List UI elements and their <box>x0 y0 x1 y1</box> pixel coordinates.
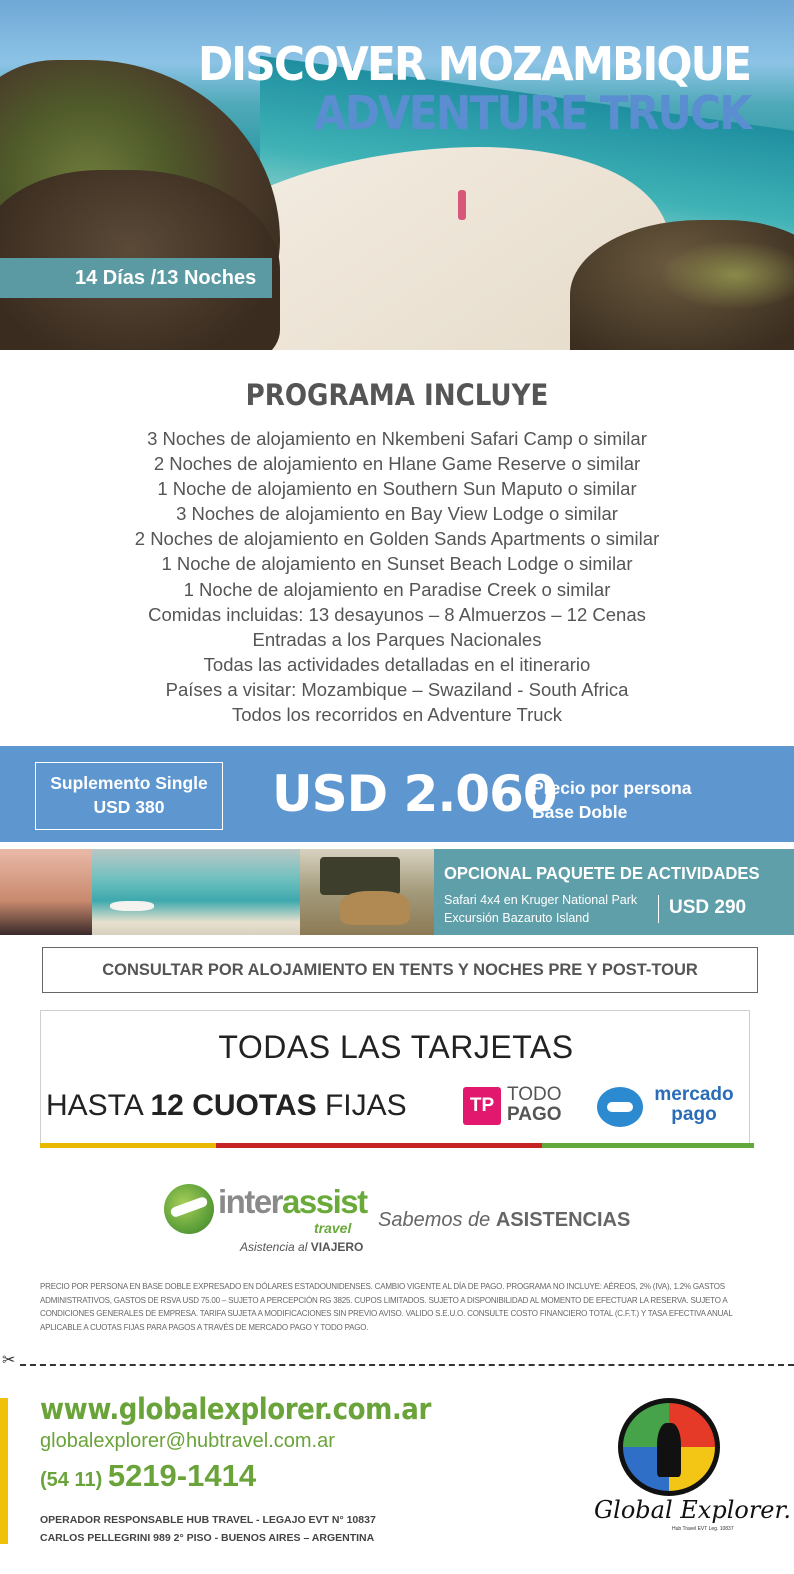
color-bar-red <box>216 1143 542 1148</box>
dinner-photo <box>0 849 92 935</box>
single-supplement-label: Suplemento Single <box>50 773 208 793</box>
global-explorer-small-text: Hub Travel EVT Leg. 10837 <box>672 1526 734 1532</box>
todopago-icon: TP <box>463 1087 501 1125</box>
program-list <box>0 426 794 727</box>
single-supplement-value: USD 380 <box>93 797 165 817</box>
optional-item: Safari 4x4 en Kruger National Park <box>444 893 638 907</box>
safari-photo <box>300 849 434 935</box>
operator-info <box>40 1511 376 1547</box>
color-bar-green <box>542 1143 754 1148</box>
installments-pre: HASTA <box>46 1089 151 1122</box>
address-line: CARLOS PELLEGRINI 989 2° PISO - BUENOS AIRES – ARGENTINA <box>40 1532 375 1544</box>
mercadopago-line1: mercado <box>654 1084 734 1105</box>
interassist-tagline <box>240 1240 363 1254</box>
program-item: 1 Noche de alojamiento en Paradise Creek o similar <box>183 578 611 600</box>
phone-area: (54 11) <box>40 1469 108 1491</box>
color-bar-yellow <box>40 1143 216 1148</box>
tagline-bold: VIAJERO <box>310 1240 364 1254</box>
optional-title: OPCIONAL PAQUETE DE ACTIVIDADES <box>444 863 760 883</box>
global-explorer-logo-icon <box>618 1398 720 1496</box>
consult-notice: CONSULTAR POR ALOJAMIENTO EN TENTS Y NOCHES PRE Y POST-TOUR <box>42 947 758 993</box>
optional-panel <box>434 849 794 935</box>
program-item: 3 Noches de alojamiento en Nkembeni Safari Camp o similar <box>147 428 647 449</box>
cards-title: TODAS LAS TARJETAS <box>218 1029 574 1065</box>
tagline-pre: Asistencia al <box>240 1240 311 1254</box>
globe-icon <box>164 1184 214 1234</box>
mercadopago-line2: pago <box>671 1104 717 1125</box>
program-item: Todos los recorridos en Adventure Truck <box>231 704 563 726</box>
optional-item: Excursión Bazaruto Island <box>444 911 590 925</box>
hero-title-line1: DISCOVER MOZAMBIQUE <box>197 37 750 91</box>
disclaimer: PRECIO POR PERSONA EN BASE DOBLE EXPRESADO EN DÓLARES ESTADOUNIDENSES. CAMBIO VIGENTE AL DÍA DE PAGO. PROGRAMA NO INCLUYE: AÉREOS, 2% (IVA), 1.2% GASTOS ADMINISTRATIVOS, GASTOS DE RSVA USD 75.00 – SUJETO A PERCEPCIÓN RG 3825. CUPOS LIMITADOS. SUJETO A DISPONIBILIDAD AL MOMENTO DE EFECTUAR LA RESERVA. SUJETO A CONDICIONES GENERALES DE EMPRESA. TARIFA SUJETA A MODIFICACIONES SIN PREVIO AVISO. VALIDO S.E.U.O. CONSULTE COSTO FINANCIERO TOTAL (C.F.T.) Y TASA EFECTIVA ANUAL APLICABLE A CUOTAS FIJAS PARA PAGOS A TRAVÉS DE MERCADO PAGO Y TODO PAGO. <box>40 1282 733 1332</box>
mercadopago-text <box>649 1085 739 1125</box>
global-explorer-signature: Global Explorer. <box>594 1496 791 1524</box>
price-bar <box>0 746 794 842</box>
phone-main: 5219-1414 <box>107 1458 257 1493</box>
email-link[interactable]: globalexplorer@hubtravel.com.ar <box>40 1430 335 1452</box>
program-item: 2 Noches de alojamiento en Golden Sands Apartments o similar <box>134 528 660 550</box>
installments-post: FIJAS <box>316 1089 407 1122</box>
hero-title-line2: ADVENTURE TRUCK <box>313 86 750 140</box>
interassist-part2: assist <box>282 1183 367 1220</box>
interassist-part1: inter <box>218 1183 283 1220</box>
phone-number[interactable] <box>40 1458 256 1494</box>
program-item: 3 Noches de alojamiento en Bay View Lodge o similar <box>176 503 618 525</box>
main-price: USD 2.060 <box>272 765 557 823</box>
todopago-text <box>507 1085 587 1125</box>
handshake-icon <box>597 1087 643 1127</box>
interassist-logo-text <box>218 1184 367 1220</box>
program-item: Todas las actividades detalladas en el itinerario <box>203 653 591 675</box>
hero-banner <box>0 0 794 350</box>
slogan-pre: Sabemos de <box>378 1209 496 1231</box>
island-photo <box>92 849 300 935</box>
divider <box>658 895 659 923</box>
person-figure <box>458 190 466 220</box>
program-title: PROGRAMA INCLUYE <box>245 378 549 412</box>
interassist-slogan <box>378 1209 630 1232</box>
price-note <box>532 776 692 824</box>
hero-title <box>150 37 750 140</box>
todopago-line2: PAGO <box>507 1104 562 1125</box>
duration-badge: 14 Días /13 Noches <box>0 258 272 298</box>
single-supplement-box <box>35 762 223 830</box>
program-item: Países a visitar: Mozambique – Swaziland - South Africa <box>165 678 629 700</box>
program-item: 1 Noche de alojamiento en Southern Sun Maputo o similar <box>157 478 637 500</box>
program-item: Entradas a los Parques Nacionales <box>252 628 542 650</box>
payment-cards-box <box>40 1010 750 1147</box>
optional-items <box>444 891 637 927</box>
cut-line <box>20 1364 794 1366</box>
program-item: 2 Noches de alojamiento en Hlane Game Reserve o similar <box>153 453 641 475</box>
price-note-line1: Precio por persona <box>532 778 692 798</box>
installments-text <box>46 1089 407 1123</box>
footer-accent-bar <box>0 1398 8 1544</box>
optional-price: USD 290 <box>669 897 747 918</box>
scissors-icon: ✂ <box>2 1352 16 1369</box>
installments-bold: 12 CUOTAS <box>150 1089 317 1122</box>
program-item: 1 Noche de alojamiento en Sunset Beach Lodge o similar <box>161 553 633 575</box>
todopago-line1: TODO <box>507 1084 562 1105</box>
optional-strip <box>0 849 794 935</box>
program-item: Comidas incluidas: 13 desayunos – 8 Almuerzos – 12 Cenas <box>148 603 646 625</box>
price-note-line2: Base Doble <box>532 802 628 822</box>
website-link[interactable]: www.globalexplorer.com.ar <box>40 1392 431 1426</box>
interassist-travel: travel <box>314 1220 352 1236</box>
operator-line: OPERADOR RESPONSABLE HUB TRAVEL - LEGAJO EVT N° 10837 <box>40 1514 376 1526</box>
slogan-bold: ASISTENCIAS <box>495 1209 631 1231</box>
